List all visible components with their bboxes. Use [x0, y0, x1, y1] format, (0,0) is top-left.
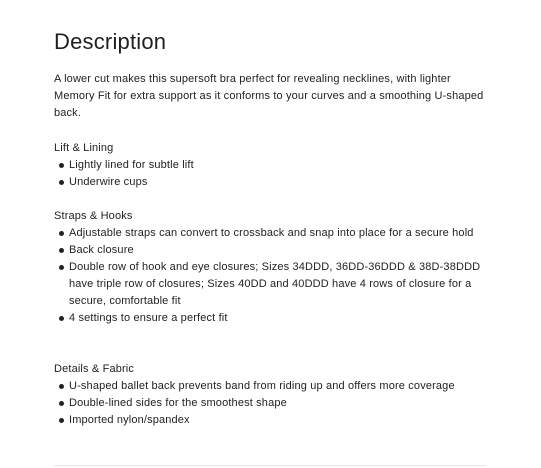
bullet-icon [59, 231, 64, 236]
divider [54, 465, 486, 466]
feature-list [54, 225, 494, 327]
list-item-text: Lightly lined for subtle lift [69, 159, 194, 171]
list-item-text: Adjustable straps can convert to crossback and snap into place for a secure hold [69, 227, 474, 239]
list-item-text: U-shaped ballet back prevents band from riding up and offers more coverage [69, 380, 455, 392]
list-item [54, 310, 489, 327]
list-item [54, 412, 489, 429]
description-title: Description [54, 29, 167, 54]
bullet-icon [59, 316, 64, 321]
list-item [54, 395, 489, 412]
description-intro: A lower cut makes this supersoft bra perfect for revealing necklines, with lighter Memory Fit for extra support as it conforms to your curves and a smoothing U-shaped back. [54, 73, 484, 119]
list-item [54, 157, 489, 174]
feature-list [54, 378, 494, 429]
feature-list [54, 157, 494, 191]
section-lift-lining [54, 140, 494, 191]
bullet-icon [59, 418, 64, 423]
bullet-icon [59, 180, 64, 185]
list-item-text: 4 settings to ensure a perfect fit [69, 312, 228, 324]
list-item-text: Double row of hook and eye closures; Sizes 34DDD, 36DD-36DDD & 38D-38DDD have triple row of closures; Sizes 40DD and 40DDD have 4 rows of closure for a secure, comfortable fit [69, 261, 481, 307]
bullet-icon [59, 248, 64, 253]
list-item-text: Underwire cups [69, 176, 148, 188]
bullet-icon [59, 163, 64, 168]
section-heading: Details & Fabric [54, 363, 135, 375]
section-details-fabric [54, 361, 494, 429]
list-item [54, 378, 489, 395]
list-item [54, 259, 489, 310]
list-item-text: Imported nylon/spandex [69, 414, 190, 426]
list-item [54, 225, 489, 242]
section-straps-hooks [54, 208, 494, 327]
bullet-icon [59, 384, 64, 389]
list-item-text: Double-lined sides for the smoothest shape [69, 397, 287, 409]
list-item [54, 174, 489, 191]
list-item [54, 242, 489, 259]
bullet-icon [59, 265, 64, 270]
bullet-icon [59, 401, 64, 406]
list-item-text: Back closure [69, 244, 134, 256]
section-heading: Straps & Hooks [54, 210, 133, 222]
section-heading: Lift & Lining [54, 142, 114, 154]
